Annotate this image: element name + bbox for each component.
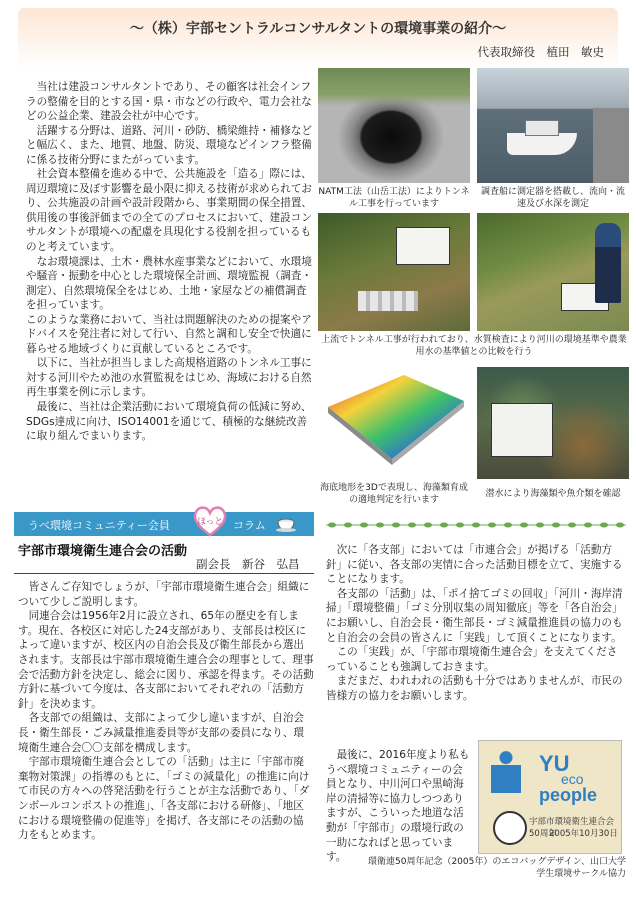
header-author: 代表取締役 植田 敏史 <box>477 45 604 59</box>
survey-boat-photo <box>477 68 629 183</box>
intro-paragraph: 以下に、当社が担当しました高規格道路のトンネル工事に対する河川やため池の水質監視をはじめ、海域における自然再生事業を例に示します。 <box>26 357 312 399</box>
water-caption: 上流でトンネル工事が行われており、水質検査により河川の環境基準や農業用水の基準値との比較を行う <box>321 335 627 357</box>
intro-paragraph: このような業務において、当社は問題解決のための提案やアドバイスを発注者に対して行い、自然と調和し安全で快適に暮らせる地域づくりに貢献しているところです。 <box>26 313 312 355</box>
column-banner <box>14 512 314 536</box>
sample-bottles-shape <box>358 291 418 311</box>
intro-paragraph: なお環境課は、土木・農林水産事業などにおいて、水環境や騒音・振動を中心とした環境保全計画、環境監視（調査・測定）、自然環境保全をはじめ、土地・家屋などの補償調査を担っています。 <box>26 255 313 312</box>
body-paragraph: 皆さんご存知でしょうが、「宇部市環境衛生連合会」組織について少しご説明します。 <box>18 581 310 608</box>
coffee-cup-icon <box>276 516 298 532</box>
bag-logo-eco: eco <box>561 771 584 787</box>
boat-hull-shape <box>507 133 577 155</box>
intro-paragraph: 当社は建設コンサルタントであり、その顧客は社会インフラの整備を目的とする国・県・市などの行政や、電力会社などの公益企業、建設会社が中心です。 <box>26 81 312 123</box>
bag-text-line2: 2005年10月30日 <box>549 829 618 839</box>
terrain-graphic <box>318 367 470 479</box>
sign-board-shape <box>396 227 450 265</box>
body-paragraph: 各支部の「活動」は、「ポイ捨てゴミの回収」「河川・海岸清掃」「環境整備」「ゴミ分別収集の周知徹底」等を「各自治会」にお願いし、自治会長・衛生部長・ゴミ減量推進員の協力のもと自治会の会員の皆さんに「実践」して頂くことになります。 <box>326 587 623 644</box>
eco-bag-caption: 環衛連50周年記念（2005年）のエコバッグデザイン、山口大学学生環境サークル協力 <box>368 857 627 879</box>
boat-caption: 調査船に測定器を搭載し、流向・流速及び水深を測定 <box>480 187 625 209</box>
page-title: ～（株）宇部セントラルコンサルタントの環境事業の紹介～ <box>129 21 507 37</box>
person-figure-icon <box>491 749 521 803</box>
body-paragraph: 宇部市環境衛生連合会としての「活動」は主に「宇部市廃棄物対策課」の指導のもとに、「ゴミの減量化」の推進に向けて市民の方々への啓発活動を行うことが主な活動であり、「ダンボールコンポストの推進」、「各支部における研修」、「地区における環境整備の促進等」を掲げ、各支部にその活動の協力をもとめます。 <box>18 756 310 842</box>
tunnel-photo <box>318 68 470 183</box>
leaf-border-decoration <box>326 519 626 531</box>
intro-paragraph: 最後に、当社は企業活動において環境負荷の低減に努め、SDGs達成に向け、ISO14001を通じて、積極的な継続改善に取り組んでまいります。 <box>26 401 312 443</box>
title-divider <box>14 573 314 574</box>
inspector-figure <box>595 223 621 303</box>
column-body-left <box>18 580 314 843</box>
body-paragraph: この「実践」が、「宇部市環境衛生連合会」を支えてくださっていることも強調しておきます。 <box>326 646 618 673</box>
reef-caption: 潜水により海藻類や魚介類を確認 <box>485 489 621 499</box>
boat-cabin-shape <box>525 120 559 136</box>
bag-logo-people: people <box>539 785 598 805</box>
header-banner <box>18 8 618 68</box>
seabed-3d-map <box>318 367 470 479</box>
column-author: 副会長 新谷 弘昌 <box>196 557 300 571</box>
body-paragraph: 各支部での組織は、支部によって少し違いますが、自治会長・衛生部長・ごみ減量推進委員等が支部の委員になり、環境衛生連合会〇〇支部を構成します。 <box>18 712 305 754</box>
intro-paragraph: 活躍する分野は、道路、河川・砂防、橋梁維持・補修などと幅広く、また、地質、地盤、防災、環境などインフラ整備に係る技術分野にまたがっています。 <box>26 124 313 166</box>
column-title: 宇部市環境衛生連合会の活動 <box>18 544 188 559</box>
heart-label: ほっと <box>197 517 223 527</box>
terrain-caption: 海底地形を3Dで表現し、海藻類育成の適地判定を行います <box>320 483 468 505</box>
survey-card-shape <box>491 403 553 457</box>
intro-paragraph: 社会資本整備を進める中で、公共施設を「造る」際には、周辺環境に及ぼす影響を最小限に抑える技術が求められており、公共施設の計画や設計段階から、事業期間の保全措置、供用後の事後評価までの全てのプロセスにおいて、建設コンサルタントが環境への配慮を具現化する役割を担っているものと考えています。 <box>26 168 313 254</box>
column-label: うべ環境コミュニティー会員 <box>28 519 170 532</box>
heart-icon <box>192 504 228 538</box>
column-body-right <box>326 543 626 704</box>
bag-logo-yu: YU <box>539 751 570 776</box>
water-sampling-photo <box>318 213 470 331</box>
seal-icon <box>493 811 527 845</box>
body-paragraph: まだまだ、われわれの活動も十分ではありませんが、市民の皆様方の協力をお願いします。 <box>326 675 623 702</box>
body-paragraph: 同連合会は1956年2月に設立され、65年の歴史を有します。現在、各校区に対応した24支部があり、支部長は校区によって違いますが、校区内の自治会長及び衛生部長から選出されます。支部長は宇部市環境衛生連合会の理事として、理事会で活動方針を決定し、総会に図り、承認を得ます。その活動方針に基づいて今度は、各支部においてそれぞれの「活動方針」を決めます。 <box>18 610 314 710</box>
eco-bag-image <box>478 740 622 854</box>
body-paragraph: 次に「各支部」においては「市連合会」が掲げる「活動方針」に従い、各支部の実情に合った活動目標を立て、実施することになります。 <box>326 544 623 586</box>
intro-text <box>26 80 316 444</box>
tunnel-caption: NATM工法（山岳工法）によりトンネル工事を行っています <box>318 187 470 209</box>
column-label-right: コラム <box>233 519 266 532</box>
dock-shape <box>593 108 629 183</box>
bag-text-line1: 宇部市環境衛生連合会50周年 <box>529 817 615 839</box>
column-body-final: 最後に、2016年度より私もうべ環境コミュニティーの会員となり、中川河口や黒崎海岸の清掃等に協力しつつありますが、こういった地道な活動が「宇部市」の環境行政の一助になればと思っています。 <box>326 749 470 864</box>
river-inspection-photo <box>477 213 629 331</box>
reef-dive-photo <box>477 367 629 479</box>
